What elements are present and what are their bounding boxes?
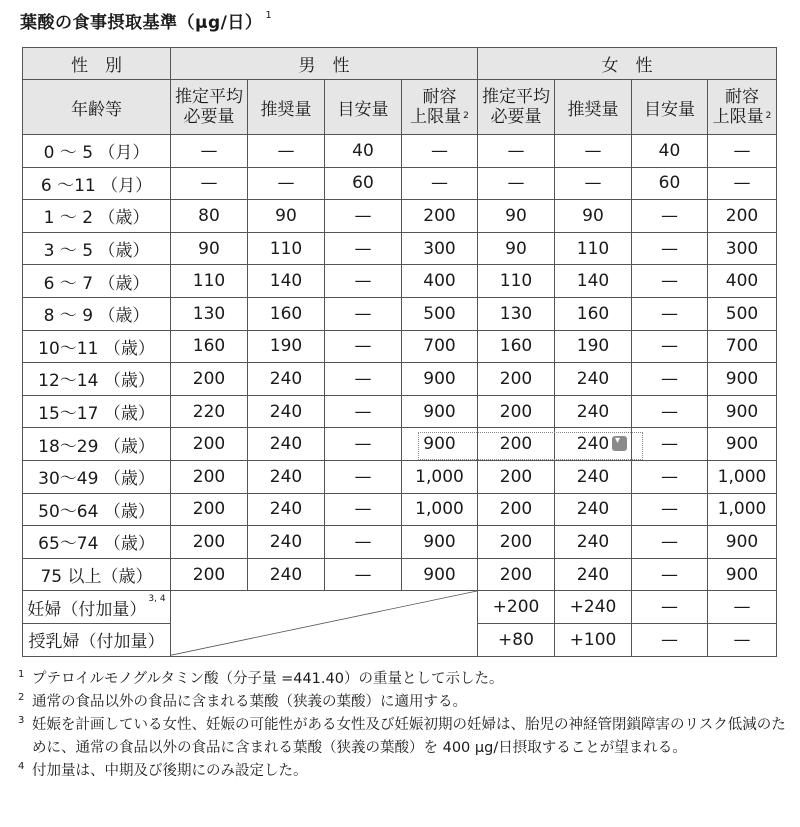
male-ear-cell: 110 <box>171 265 248 298</box>
male-rda-cell: 240 <box>248 460 325 493</box>
male-rda-cell: 140 <box>248 265 325 298</box>
male-ai-cell: — <box>325 297 402 330</box>
female-ul-cell: 900 <box>708 428 777 461</box>
female-ear-cell: 200 <box>478 526 555 559</box>
header-male: 男 性 <box>171 48 478 80</box>
male-ear-cell: 200 <box>171 558 248 591</box>
male-ai-cell: — <box>325 232 402 265</box>
male-ul-cell: 400 <box>402 265 478 298</box>
female-rda-cell: 110 <box>555 232 632 265</box>
female-rda-cell: 240 <box>555 558 632 591</box>
male-ear-cell: 220 <box>171 395 248 428</box>
female-ear-cell: 200 <box>478 363 555 396</box>
male-ai-cell: — <box>325 460 402 493</box>
male-ul-cell: 300 <box>402 232 478 265</box>
male-ul-cell: — <box>402 135 478 168</box>
female-ul-cell: 1,000 <box>708 493 777 526</box>
header-age: 年齢等 <box>23 80 171 135</box>
male-ai-cell: — <box>325 493 402 526</box>
female-ear-cell: 110 <box>478 265 555 298</box>
female-rda-cell[interactable]: 240 <box>555 428 632 461</box>
male-ai-cell: — <box>325 395 402 428</box>
female-ul-cell: 900 <box>708 363 777 396</box>
header-male-ai: 目安量 <box>325 80 402 135</box>
female-ul-cell: 400 <box>708 265 777 298</box>
male-ai-cell: — <box>325 265 402 298</box>
footnotes <box>18 668 788 783</box>
female-ear-cell: 200 <box>478 493 555 526</box>
table-row <box>23 363 777 396</box>
table-row <box>23 265 777 298</box>
header-female-rda: 推奨量 <box>555 80 632 135</box>
male-rda-cell: 240 <box>248 395 325 428</box>
male-ear-cell: 160 <box>171 330 248 363</box>
male-ai-cell: 40 <box>325 135 402 168</box>
age-cell: 0 ～ 5 （月） <box>23 135 171 168</box>
header-female: 女 性 <box>478 48 777 80</box>
male-ai-cell: — <box>325 526 402 559</box>
female-ai-cell: — <box>632 623 708 656</box>
male-ear-cell: — <box>171 135 248 168</box>
female-ai-cell: — <box>632 428 708 461</box>
table-row <box>23 330 777 363</box>
header-female-ul: 耐容 上限量 $^2$ <box>708 80 777 135</box>
female-rda-cell: 160 <box>555 297 632 330</box>
folate-table <box>22 47 777 657</box>
female-rda-cell: 240 <box>555 363 632 396</box>
male-ear-cell: 200 <box>171 428 248 461</box>
female-ear-cell: +200 <box>478 591 555 624</box>
female-ear-cell: +80 <box>478 623 555 656</box>
female-ear-cell: 200 <box>478 558 555 591</box>
male-ul-cell: 700 <box>402 330 478 363</box>
title-footnote-ref: 1 <box>265 10 273 21</box>
header-male-ear: 推定平均 必要量 <box>171 80 248 135</box>
female-ai-cell: — <box>632 200 708 233</box>
footnote-1: 1 プテロイルモノグルタミン酸（分子量 =441.40）の重量として示した。 <box>18 669 504 687</box>
header-male-ul: 耐容 上限量 $^2$ <box>402 80 478 135</box>
female-ear-cell: — <box>478 167 555 200</box>
female-ai-cell: — <box>632 558 708 591</box>
male-rda-cell: 90 <box>248 200 325 233</box>
male-rda-cell: 240 <box>248 558 325 591</box>
table-row <box>23 428 777 461</box>
chevron-down-icon[interactable]: ▾ <box>612 436 627 451</box>
table-row <box>23 232 777 265</box>
footnote-2: 2 通常の食品以外の食品に含まれる葉酸（狭義の葉酸）に適用する。 <box>18 692 467 710</box>
age-cell: 10～11 （歳） <box>23 330 171 363</box>
female-ai-cell: — <box>632 265 708 298</box>
male-rda-cell: 240 <box>248 526 325 559</box>
male-ul-cell: — <box>402 167 478 200</box>
female-ear-cell: 90 <box>478 232 555 265</box>
female-ear-cell[interactable]: 200 <box>478 428 555 461</box>
female-ai-cell: — <box>632 232 708 265</box>
female-ai-cell: — <box>632 330 708 363</box>
female-ul-cell: — <box>708 623 777 656</box>
male-ear-cell: 80 <box>171 200 248 233</box>
header-female-ear: 推定平均 必要量 <box>478 80 555 135</box>
footnote-3: 3 妊娠を計画している女性、妊娠の可能性がある女性及び妊娠初期の妊婦は、胎児の神経管閉鎖障害のリスク低減のために、通常の食品以外の食品に含まれる葉酸（狭義の葉酸）を 400 μg/日摂取することが望まれる。 <box>18 715 786 756</box>
female-rda-cell: 240 <box>555 526 632 559</box>
female-rda-cell: 90 <box>555 200 632 233</box>
female-rda-cell: 140 <box>555 265 632 298</box>
male-rda-cell: — <box>248 167 325 200</box>
female-ear-cell: 200 <box>478 395 555 428</box>
male-ul-cell: 900 <box>402 395 478 428</box>
male-ear-cell: 200 <box>171 493 248 526</box>
male-ai-cell: — <box>325 330 402 363</box>
female-ul-cell: 500 <box>708 297 777 330</box>
female-ai-cell: — <box>632 526 708 559</box>
male-rda-cell: 240 <box>248 428 325 461</box>
female-ai-cell: 60 <box>632 167 708 200</box>
male-ul-cell: 900 <box>402 526 478 559</box>
table-row <box>23 297 777 330</box>
male-rda-cell: 190 <box>248 330 325 363</box>
female-ul-cell: 900 <box>708 558 777 591</box>
male-rda-cell: 240 <box>248 493 325 526</box>
table-row <box>23 526 777 559</box>
male-ai-cell: — <box>325 200 402 233</box>
male-ul-cell[interactable]: 900 <box>402 428 478 461</box>
pregnant-label-cell: 妊婦（付加量）$^{3, 4}$ <box>23 591 171 624</box>
female-ul-cell: 700 <box>708 330 777 363</box>
header-female-ai: 目安量 <box>632 80 708 135</box>
age-cell: 65～74 （歳） <box>23 526 171 559</box>
male-ear-cell: 200 <box>171 460 248 493</box>
footnote-4: 4 付加量は、中期及び後期にのみ設定した。 <box>18 761 308 779</box>
female-ai-cell: — <box>632 363 708 396</box>
age-cell: 75 以上（歳） <box>23 558 171 591</box>
header-male-rda: 推奨量 <box>248 80 325 135</box>
female-ai-cell: — <box>632 493 708 526</box>
age-cell: 30～49 （歳） <box>23 460 171 493</box>
female-ul-cell: 900 <box>708 395 777 428</box>
table-row <box>23 167 777 200</box>
male-ul-cell: 1,000 <box>402 460 478 493</box>
table-row <box>23 395 777 428</box>
male-ul-cell: 500 <box>402 297 478 330</box>
age-cell: 6 ～ 7 （歳） <box>23 265 171 298</box>
lactating-label-cell: 授乳婦（付加量） <box>23 623 171 656</box>
table-row <box>23 460 777 493</box>
male-ear-cell: 200 <box>171 363 248 396</box>
male-ai-cell: — <box>325 363 402 396</box>
female-rda-cell: — <box>555 135 632 168</box>
female-ul-cell: — <box>708 135 777 168</box>
table-row <box>23 135 777 168</box>
female-ear-cell: 160 <box>478 330 555 363</box>
male-ear-cell: 130 <box>171 297 248 330</box>
age-cell: 50～64 （歳） <box>23 493 171 526</box>
female-ear-cell: 130 <box>478 297 555 330</box>
female-ai-cell: — <box>632 297 708 330</box>
male-ai-cell: — <box>325 558 402 591</box>
female-rda-cell: — <box>555 167 632 200</box>
male-ai-cell: — <box>325 428 402 461</box>
table-row-pregnant <box>23 591 777 624</box>
female-rda-cell: 240 <box>555 395 632 428</box>
female-rda-cell: +100 <box>555 623 632 656</box>
female-ai-cell: 40 <box>632 135 708 168</box>
female-ai-cell: — <box>632 460 708 493</box>
header-sex: 性 別 <box>23 48 171 80</box>
female-rda-cell: 190 <box>555 330 632 363</box>
male-rda-cell: 240 <box>248 363 325 396</box>
female-ear-cell: 200 <box>478 460 555 493</box>
table-row <box>23 558 777 591</box>
page-title <box>20 8 272 33</box>
male-ear-cell: 200 <box>171 526 248 559</box>
age-cell: 6 ～11 （月） <box>23 167 171 200</box>
male-rda-cell: 110 <box>248 232 325 265</box>
female-ear-cell: — <box>478 135 555 168</box>
male-ear-cell: 90 <box>171 232 248 265</box>
female-ai-cell: — <box>632 591 708 624</box>
female-rda-cell: +240 <box>555 591 632 624</box>
male-ear-cell: — <box>171 167 248 200</box>
table-row <box>23 493 777 526</box>
female-ear-cell: 90 <box>478 200 555 233</box>
female-rda-cell: 240 <box>555 493 632 526</box>
male-ai-cell: 60 <box>325 167 402 200</box>
female-ul-cell: — <box>708 591 777 624</box>
male-ul-cell: 200 <box>402 200 478 233</box>
age-cell: 8 ～ 9 （歳） <box>23 297 171 330</box>
female-ul-cell: 200 <box>708 200 777 233</box>
age-cell: 18～29 （歳） <box>23 428 171 461</box>
male-ul-cell: 900 <box>402 558 478 591</box>
title-text: 葉酸の食事摂取基準（μg/日） <box>20 13 263 33</box>
age-cell: 3 ～ 5 （歳） <box>23 232 171 265</box>
age-cell: 1 ～ 2 （歳） <box>23 200 171 233</box>
male-rda-cell: — <box>248 135 325 168</box>
age-cell: 15～17 （歳） <box>23 395 171 428</box>
female-ul-cell: 900 <box>708 526 777 559</box>
age-cell: 12～14 （歳） <box>23 363 171 396</box>
diagonal-blank-cell <box>171 591 478 656</box>
male-ul-cell: 1,000 <box>402 493 478 526</box>
female-ul-cell: 1,000 <box>708 460 777 493</box>
table-row <box>23 200 777 233</box>
female-rda-cell: 240 <box>555 460 632 493</box>
female-ai-cell: — <box>632 395 708 428</box>
male-ul-cell: 900 <box>402 363 478 396</box>
male-rda-cell: 160 <box>248 297 325 330</box>
diagonal-line <box>171 591 477 655</box>
female-ul-cell: — <box>708 167 777 200</box>
female-ul-cell: 300 <box>708 232 777 265</box>
